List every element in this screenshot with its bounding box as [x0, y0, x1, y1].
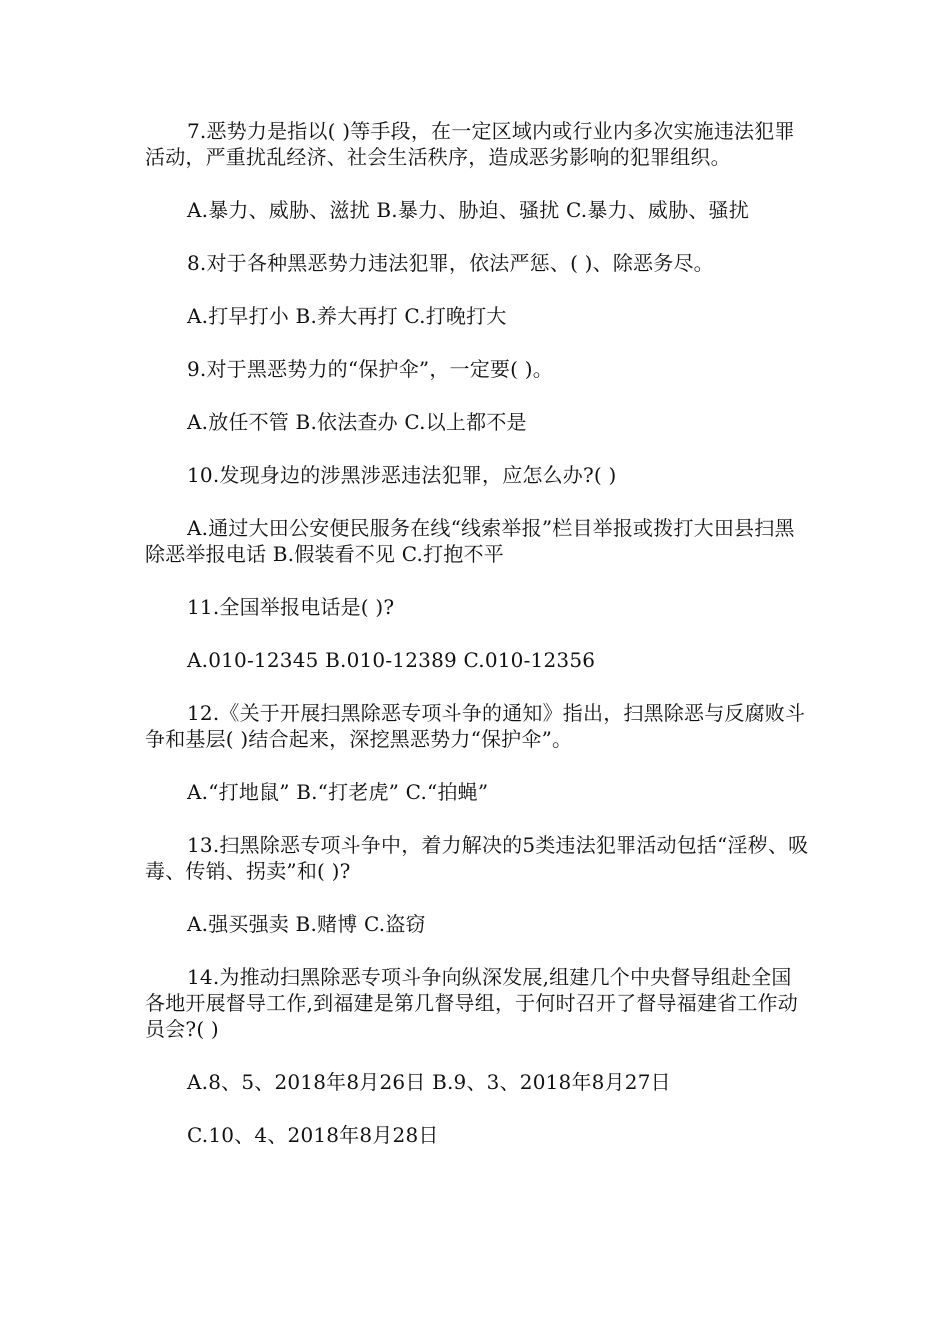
options-14-line-1: A.8、5、2018年8月26日 B.9、3、2018年8月27日	[187, 1070, 671, 1094]
question-11: 11.全国举报电话是( )?	[187, 595, 395, 619]
question-7: 7.恶势力是指以( )等手段，在一定区域内或行业内多次实施违法犯罪活动，严重扰乱经济、社会生活秩序，造成恶劣影响的犯罪组织。	[145, 119, 795, 169]
question-9: 9.对于黑恶势力的“保护伞”，一定要( )。	[187, 357, 553, 381]
question-10: 10.发现身边的涉黑涉恶违法犯罪，应怎么办?( )	[187, 463, 617, 487]
options-8: A.打早打小 B.养大再打 C.打晚打大	[187, 304, 507, 328]
question-13: 13.扫黑除恶专项斗争中，着力解决的5类违法犯罪活动包括“淫秽、吸毒、传销、拐卖”和( )?	[145, 833, 809, 883]
options-13: A.强买强卖 B.赌博 C.盗窃	[187, 912, 426, 936]
options-9: A.放任不管 B.依法查办 C.以上都不是	[187, 410, 527, 434]
options-7: A.暴力、威胁、滋扰 B.暴力、胁迫、骚扰 C.暴力、威胁、骚扰	[187, 198, 749, 222]
options-11: A.010-12345 B.010-12389 C.010-12356	[187, 648, 596, 672]
document-page	[145, 118, 810, 1175]
options-14-line-2: C.10、4、2018年8月28日	[187, 1123, 439, 1147]
question-8: 8.对于各种黑恶势力违法犯罪，依法严惩、( )、除恶务尽。	[187, 251, 714, 275]
options-10: A.通过大田公安便民服务在线“线索举报”栏目举报或拨打大田县扫黑除恶举报电话 B.假装看不见 C.打抱不平	[145, 516, 795, 566]
options-12: A.“打地鼠” B.“打老虎” C.“拍蝇”	[187, 780, 489, 804]
question-14: 14.为推动扫黑除恶专项斗争向纵深发展,组建几个中央督导组赴全国各地开展督导工作,到福建是第几督导组，于何时召开了督导福建省工作动员会?( )	[145, 965, 798, 1041]
question-12: 12.《关于开展扫黑除恶专项斗争的通知》指出，扫黑除恶与反腐败斗争和基层( )结合起来，深挖黑恶势力“保护伞”。	[145, 701, 806, 751]
